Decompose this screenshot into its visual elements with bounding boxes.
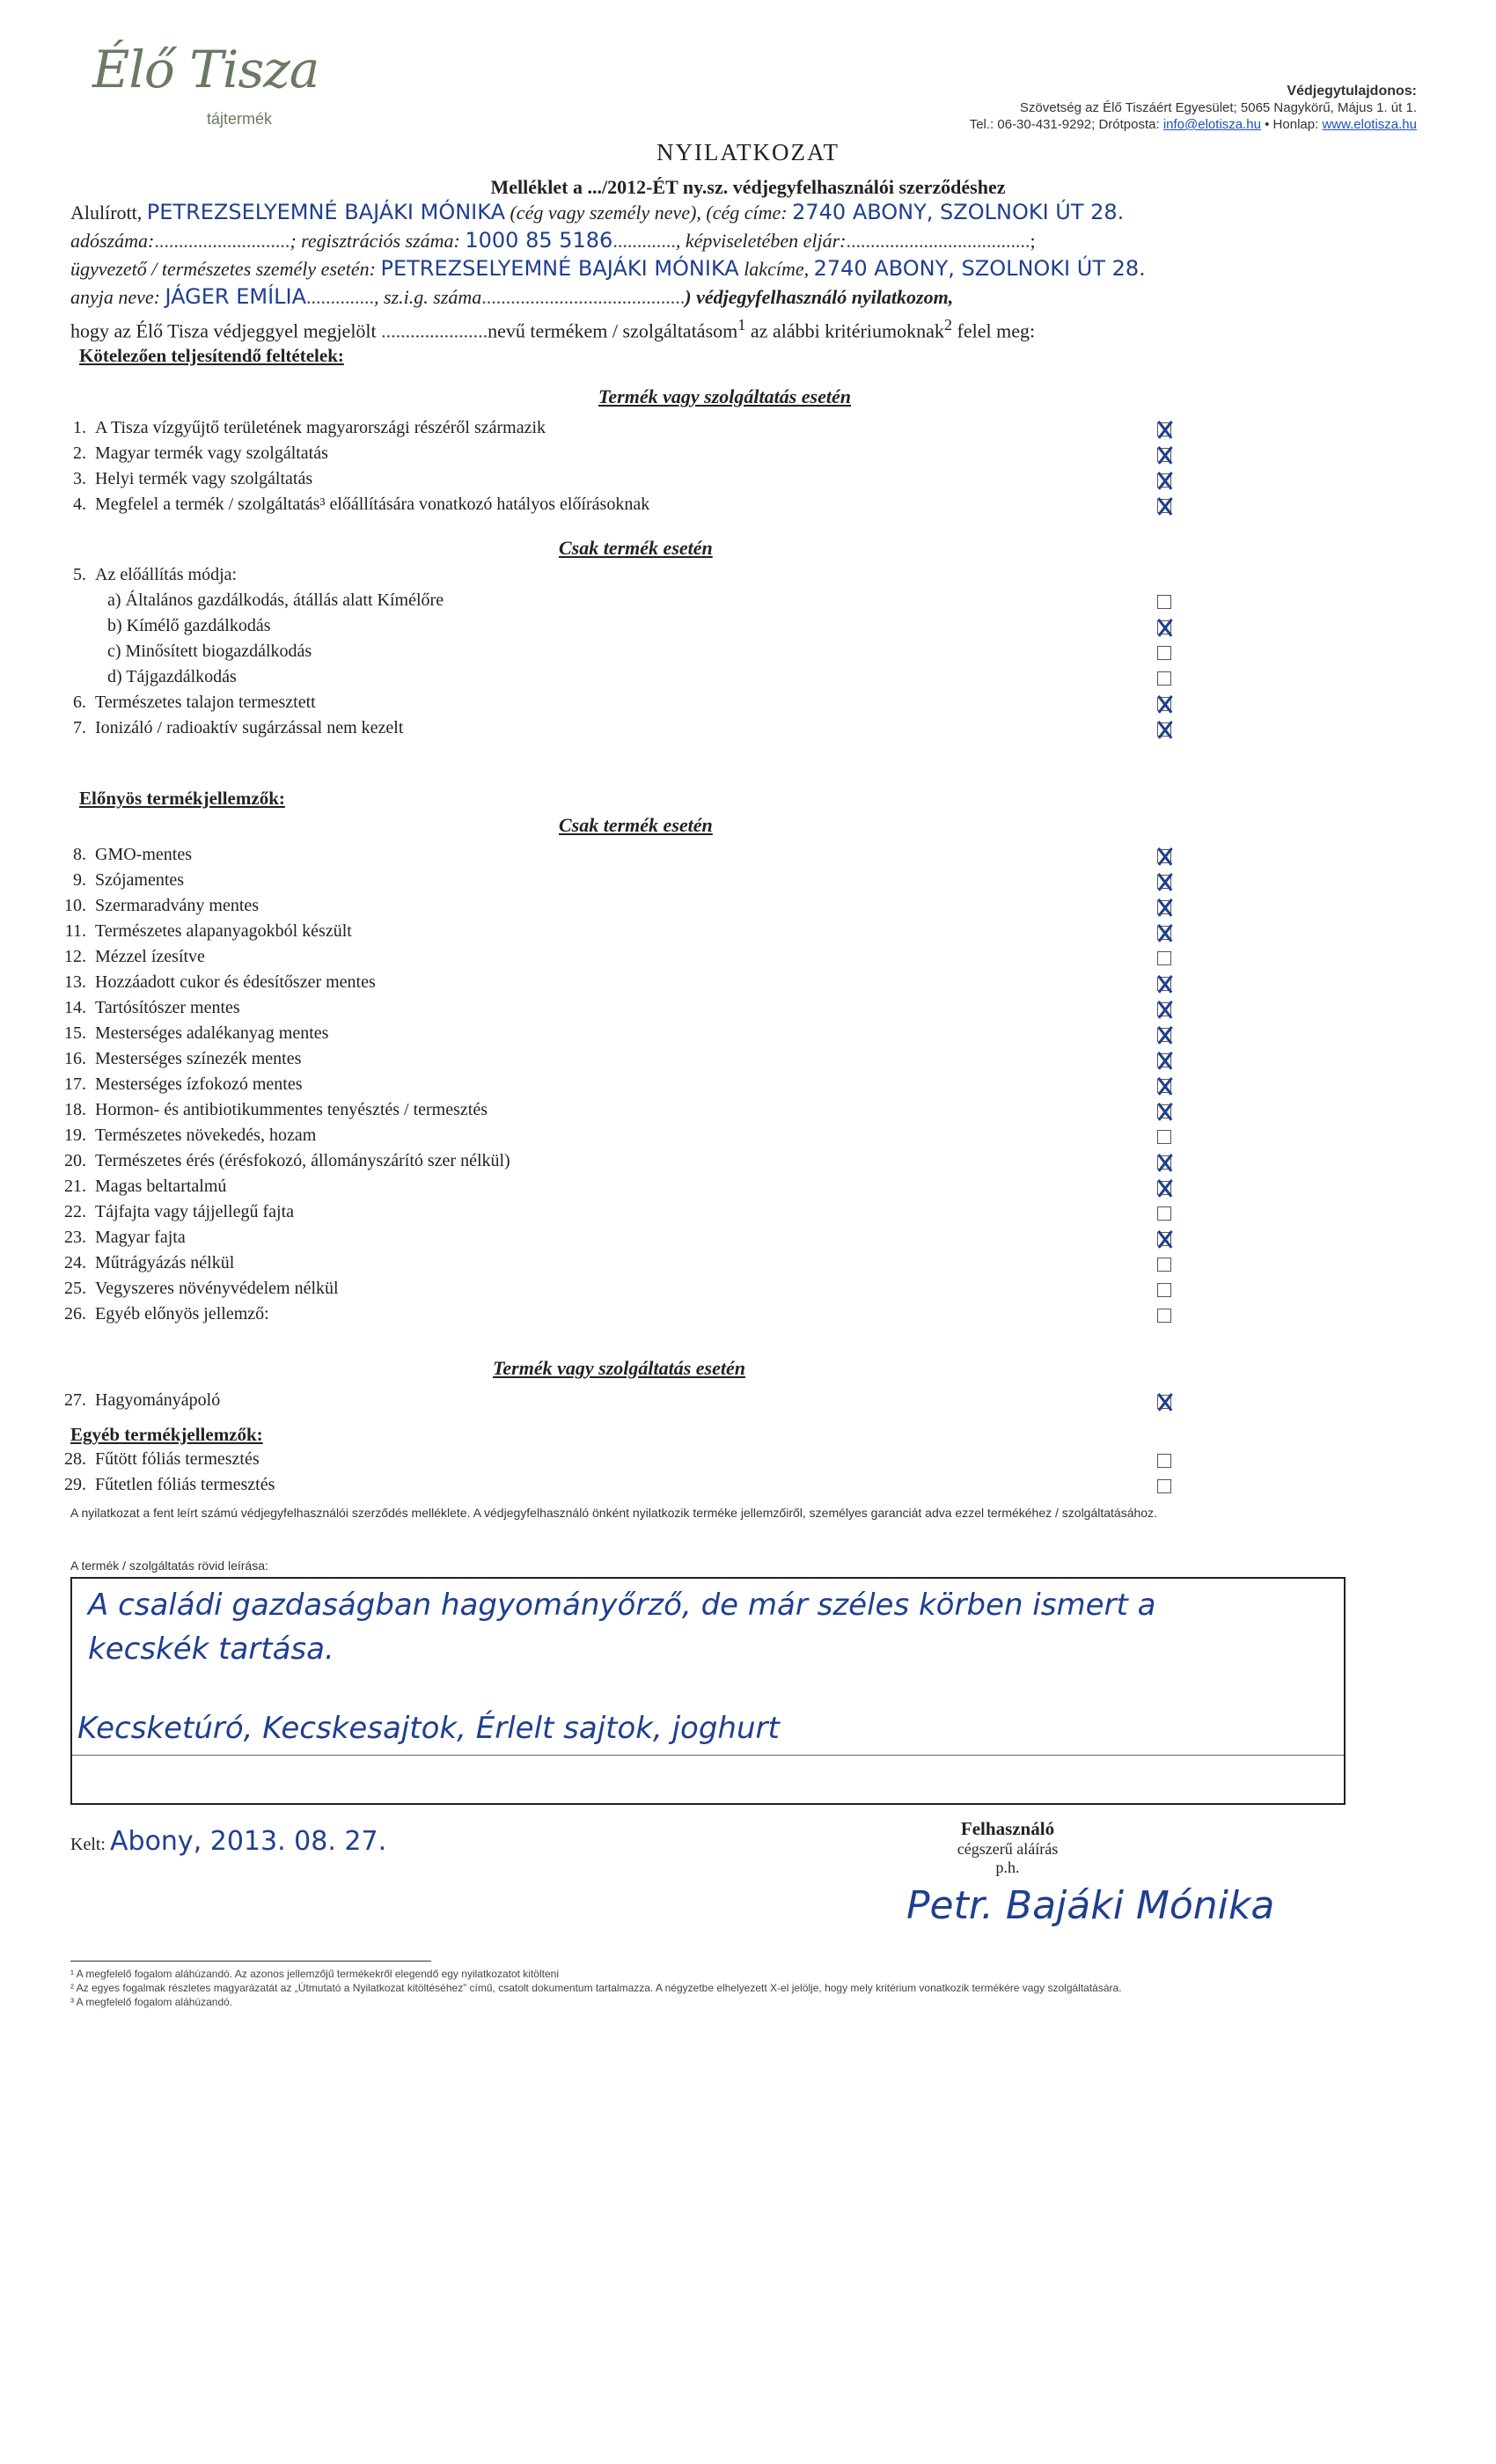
user-label: Felhasználó — [960, 1818, 1055, 1839]
section-kotelezo: Kötelezően teljesítendő feltételek: — [79, 345, 344, 366]
criteria-item — [35, 1149, 510, 1173]
criteria-item — [35, 1200, 294, 1224]
criteria-item — [35, 1473, 275, 1497]
section-elonyos: Előnyös termékjellemzők: — [79, 788, 285, 809]
criteria-text: Megfelel a termék / szolgáltatás³ előállítására vonatkozó hatályos előírásoknak — [95, 495, 650, 514]
criteria-number: 5. — [73, 565, 86, 584]
criteria-number: 17. — [64, 1074, 86, 1094]
criteria-item — [35, 589, 444, 612]
checkbox[interactable] — [1157, 1258, 1171, 1272]
criteria-item — [35, 1277, 339, 1301]
hogy-label: hogy az Élő Tisza védjeggyel megjelölt — [70, 319, 377, 342]
section-termek-vagy-2: Termék vagy szolgáltatás esetén — [493, 1357, 745, 1379]
checkbox-checked[interactable] — [1157, 1155, 1171, 1170]
checkbox-checked[interactable] — [1157, 1104, 1171, 1118]
footnote-2: ² Az egyes fogalmak részletes magyarázatát az „Útmutató a Nyilatkozat kitöltéséhez” című, csatolt dokumentum tartalmazza. A négyzetbe elhelyezett X-el jelölje, hogy mely kritérium vonatkozik termékére vagy szolgáltatására. — [70, 1982, 1122, 1994]
checkbox-checked[interactable] — [1157, 499, 1171, 513]
checkbox-checked[interactable] — [1157, 1002, 1171, 1016]
checkbox[interactable] — [1157, 1479, 1171, 1493]
checkbox[interactable] — [1157, 1454, 1171, 1468]
mother-value[interactable]: JÁGER EMÍLIA — [165, 284, 307, 309]
criteria-text: b) Kímélő gazdálkodás — [107, 616, 271, 635]
nevu-label: nevű termékem / szolgáltatásom — [488, 319, 738, 342]
checkbox-checked[interactable] — [1157, 875, 1171, 889]
criteria-number: 26. — [64, 1304, 86, 1324]
criteria-number: 19. — [64, 1126, 86, 1145]
criteria-text: Természetes talajon termesztett — [95, 693, 316, 712]
product-name-field[interactable]: ...................... — [381, 319, 488, 342]
criteria-text: Fűtött fóliás termesztés — [95, 1449, 260, 1469]
checkbox-checked[interactable] — [1157, 1232, 1171, 1246]
criteria-text: Mesterséges adalékanyag mentes — [95, 1023, 329, 1043]
criteria-text: Mesterséges ízfokozó mentes — [95, 1074, 303, 1094]
section-termek-vagy: Termék vagy szolgáltatás esetén — [598, 385, 851, 407]
criteria-text: Szójamentes — [95, 870, 185, 890]
criteria-number: 21. — [64, 1177, 86, 1196]
adoszama-field[interactable]: ............................ — [154, 230, 290, 252]
criteria-item — [35, 1448, 260, 1471]
checkbox-checked[interactable] — [1157, 1053, 1171, 1067]
criteria-number: 12. — [64, 947, 86, 966]
address-value[interactable]: 2740 ABONY, SZOLNOKI ÚT 28. — [792, 200, 1125, 224]
checkbox[interactable] — [1157, 671, 1171, 686]
criteria-item — [35, 869, 184, 892]
footnotes — [70, 1967, 1302, 2009]
criteria-text: Fűtetlen fóliás termesztés — [95, 1475, 275, 1494]
criteria-text: Ionizáló / radioaktív sugárzással nem kezelt — [95, 718, 404, 737]
szig-label: , sz.i.g. száma — [374, 286, 482, 308]
logo-text: Élő Tisza — [92, 40, 319, 99]
form-line-4: anyja neve: JÁGER EMÍLIA.............., sz.i.g. száma..........................................) védjegyfelhasználó nyilatkozom, — [70, 284, 954, 309]
criteria-number: 7. — [73, 718, 86, 737]
checkbox-checked[interactable] — [1157, 448, 1171, 462]
criteria-item — [35, 920, 352, 943]
lakcime-label: lakcíme, — [744, 258, 810, 280]
criteria-text: Tartósítószer mentes — [95, 998, 240, 1017]
criteria-item — [35, 894, 259, 918]
criteria-text: Mesterséges színezék mentes — [95, 1049, 302, 1068]
checkbox-checked[interactable] — [1157, 422, 1171, 436]
criteria-text: Vegyszeres növényvédelem nélkül — [95, 1279, 339, 1298]
logo-subtitle: tájtermék — [207, 110, 273, 128]
criteria-item — [35, 563, 237, 587]
checkbox-checked[interactable] — [1157, 620, 1171, 634]
form-line-1 — [70, 199, 1124, 226]
checkbox[interactable] — [1157, 951, 1171, 965]
checkbox-checked[interactable] — [1157, 849, 1171, 863]
form-line-5: hogy az Élő Tisza védjeggyel megjelölt ......................nevű termékem / szolgáltatásom$^1$ az alábbi kritériumoknak$^2$ felel meg: — [70, 316, 1036, 342]
criteria-number: 18. — [64, 1100, 86, 1119]
criteria-item — [35, 1022, 328, 1045]
criteria-item — [35, 843, 192, 867]
alulirott-label: Alulírott, — [70, 202, 143, 224]
criteria-text: Természetes érés (érésfokozó, állományszárító szer nélkül) — [95, 1151, 510, 1170]
criteria-text: Műtrágyázás nélkül — [95, 1253, 235, 1272]
checkbox-checked[interactable] — [1157, 900, 1171, 914]
criteria-item — [35, 971, 376, 994]
criteria-item — [35, 493, 649, 517]
criteria-number: 20. — [64, 1151, 86, 1170]
kelt-label: Kelt: — [70, 1835, 106, 1854]
criteria-text: Hormon- és antibiotikummentes tenyésztés / termesztés — [95, 1100, 488, 1119]
checkbox[interactable] — [1157, 1206, 1171, 1221]
checkbox[interactable] — [1157, 1283, 1171, 1297]
user-signature-block — [933, 1818, 1082, 1877]
criteria-text: Magyar termék vagy szolgáltatás — [95, 444, 328, 463]
criteria-item — [35, 1124, 316, 1148]
person-value[interactable]: PETREZSELYEMNÉ BAJÁKI MÓNIKA — [380, 256, 739, 281]
criteria-number: 11. — [64, 921, 86, 941]
checkbox[interactable] — [1157, 646, 1171, 660]
logo — [92, 40, 356, 136]
criteria-item — [35, 416, 546, 440]
desc-line-2: kecskék tartása. — [88, 1632, 334, 1667]
criteria-text: Hagyományápoló — [95, 1390, 221, 1410]
criteria-text: Mézzel ízesítve — [95, 947, 205, 966]
criteria-number: 2. — [73, 444, 86, 463]
criteria-text: Természetes alapanyagokból készült — [95, 921, 352, 941]
checkbox-checked[interactable] — [1157, 722, 1171, 737]
description-box[interactable] — [70, 1577, 1346, 1805]
footnote-divider — [70, 1961, 431, 1962]
checkbox-checked[interactable] — [1157, 1181, 1171, 1195]
owner-title: Védjegytulajdonos: — [1287, 84, 1417, 99]
owner-address: Szövetség az Élő Tiszáért Egyesület; 5065 Nagykörű, Május 1. út 1. — [1019, 100, 1417, 115]
criteria-number: 16. — [64, 1049, 86, 1068]
criteria-number: 23. — [64, 1228, 86, 1247]
criteria-number: 1. — [73, 418, 86, 437]
criteria-number: 24. — [64, 1253, 86, 1272]
criteria-number: 13. — [64, 972, 86, 992]
section-csak-termek: Csak termék esetén — [559, 537, 713, 559]
criteria-number: 8. — [73, 845, 86, 864]
criteria-item — [35, 614, 271, 638]
criteria-text: a) Általános gazdálkodás, átállás alatt Kímélőre — [107, 590, 444, 610]
criteria-item — [35, 996, 240, 1020]
criteria-text: Tájfajta vagy tájjellegű fajta — [95, 1202, 294, 1221]
desc-label: A termék / szolgáltatás rövid leírása: — [70, 1558, 268, 1573]
section-csak-termek-2: Csak termék esetén — [559, 814, 713, 836]
criteria-item — [35, 1251, 234, 1275]
user-ph-label: p.h. — [995, 1859, 1020, 1876]
kepviselet-field[interactable]: ...................................... — [846, 230, 1030, 252]
owner-email-link[interactable]: info@elotisza.hu — [1162, 117, 1261, 132]
footnote-1: ¹ A megfelelő fogalom aláhúzandó. Az azonos jellemzőjű termékekről elegendő egy nyilatkozatot kitölteni — [70, 1968, 559, 1980]
criteria-item — [35, 691, 316, 715]
criteria-text: Szermaradvány mentes — [95, 896, 260, 915]
user-sign-label: cégszerű aláírás — [957, 1840, 1059, 1858]
criteria-item — [35, 716, 403, 740]
criteria-text: Hozzáadott cukor és édesítőszer mentes — [95, 972, 376, 992]
footnote-3: ³ A megfelelő fogalom aláhúzandó. — [70, 1996, 233, 2008]
criteria-item — [35, 1389, 220, 1412]
owner-web-link[interactable]: www.elotisza.hu — [1322, 117, 1417, 132]
reg-value[interactable]: 1000 85 5186 — [465, 228, 613, 253]
criteria-number: 15. — [64, 1023, 86, 1043]
criteria-number: 4. — [73, 495, 86, 514]
criteria-item — [35, 1098, 488, 1122]
desc-line-3: Kecsketúró, Kecskesajtok, Érlelt sajtok, joghurt — [77, 1711, 780, 1746]
checkbox-checked[interactable] — [1157, 697, 1171, 711]
desc-line-1: A családi gazdaságban hagyományőrző, de már széles körben ismert a — [88, 1588, 1156, 1623]
criteria-number: 6. — [73, 693, 86, 712]
checkbox-checked[interactable] — [1157, 977, 1171, 991]
criteria-text: A Tisza vízgyűjtő területének magyarországi részéről származik — [95, 418, 546, 437]
owner-contact — [970, 116, 1417, 133]
criteria-text: Természetes növekedés, hozam — [95, 1126, 317, 1145]
checkbox[interactable] — [1157, 1309, 1171, 1323]
owner-web-label: • Honlap: — [1265, 117, 1319, 132]
section-egyeb: Egyéb termékjellemzők: — [70, 1424, 263, 1445]
checkbox-checked[interactable] — [1157, 1079, 1171, 1093]
ceg-label: (cég vagy személy neve), (cég címe: — [510, 202, 788, 224]
nyilatkozom-label: ) védjegyfelhasználó nyilatkozom, — [685, 286, 954, 308]
owner-phone: Tel.: 06-30-431-9292; Drótposta: — [969, 117, 1160, 132]
checkbox-checked[interactable] — [1157, 1028, 1171, 1042]
ugyvezeto-label: ügyvezető / természetes személy esetén: — [70, 258, 376, 280]
owner-info — [970, 83, 1417, 133]
checkbox-checked[interactable] — [1157, 1395, 1171, 1409]
criteria-item — [35, 640, 312, 664]
felel-label: felel meg: — [957, 319, 1036, 342]
criteria-item — [35, 665, 237, 689]
handwritten-signature: Petr. Bajáki Mónika — [906, 1883, 1275, 1928]
criteria-text: Magas beltartalmú — [95, 1177, 227, 1196]
criteria-item — [35, 442, 328, 466]
criteria-item — [35, 945, 205, 969]
criteria-text: c) Minősített biogazdálkodás — [107, 642, 312, 661]
criteria-item — [35, 1073, 302, 1096]
criteria-text: GMO-mentes — [95, 845, 192, 864]
szig-field[interactable]: .......................................... — [481, 286, 686, 308]
criteria-number: 14. — [64, 998, 86, 1017]
criteria-item — [35, 467, 312, 491]
checkbox[interactable] — [1157, 595, 1171, 609]
criteria-text: Magyar fajta — [95, 1228, 186, 1247]
name-value[interactable]: PETREZSELYEMNÉ BAJÁKI MÓNIKA — [146, 200, 505, 224]
kelt-value[interactable]: Abony, 2013. 08. 27. — [110, 1826, 387, 1857]
checkbox-checked[interactable] — [1157, 926, 1171, 940]
form-line-2: adószáma:............................; regisztrációs száma: 1000 85 5186............., képviseletében eljár:......................................; — [70, 228, 1036, 253]
criteria-text: Az előállítás módja: — [95, 565, 238, 584]
criteria-text: d) Tájgazdálkodás — [107, 667, 237, 686]
criteria-text: Helyi termék vagy szolgáltatás — [95, 469, 313, 488]
criteria-number: 27. — [64, 1390, 86, 1410]
kepviselet-label: , képviseletében eljár: — [675, 230, 847, 252]
criteria-number: 22. — [64, 1202, 86, 1221]
page-subtitle: Melléklet a .../2012-ÉT ny.sz. védjegyfelhasználói szerződéshez — [490, 176, 1006, 198]
criteria-text: Egyéb előnyös jellemző: — [95, 1304, 269, 1324]
kriterium-label: az alábbi kritériumoknak — [750, 319, 944, 342]
anyja-label: anyja neve: — [70, 286, 160, 308]
criteria-number: 3. — [73, 469, 86, 488]
adoszama-label: adószáma: — [70, 230, 155, 252]
criteria-number: 25. — [64, 1279, 86, 1298]
form-line-3 — [70, 255, 1146, 282]
criteria-number: 29. — [64, 1475, 86, 1494]
date-row — [70, 1826, 386, 1857]
criteria-item — [35, 1175, 226, 1199]
page-title: NYILATKOZAT — [656, 139, 840, 165]
lakcim-value[interactable]: 2740 ABONY, SZOLNOKI ÚT 28. — [813, 256, 1146, 281]
checkbox[interactable] — [1157, 1130, 1171, 1144]
criteria-item — [35, 1226, 186, 1250]
declaration-note: A nyilatkozat a fent leírt számú védjegyfelhasználói szerződés melléklete. A védjegyfelhasználó önként nyilatkozik terméke jellemzőiről, személyes garanciát adva ezzel termékéhez / szolgáltatásához. — [70, 1506, 1157, 1520]
checkbox-checked[interactable] — [1157, 473, 1171, 488]
desc-inner-line — [72, 1755, 1344, 1756]
criteria-number: 9. — [73, 870, 86, 890]
criteria-item — [35, 1302, 269, 1326]
criteria-item — [35, 1047, 301, 1071]
regisztracios-label: ; regisztrációs száma: — [290, 230, 460, 252]
criteria-number: 10. — [64, 896, 86, 915]
criteria-number: 28. — [64, 1449, 86, 1469]
